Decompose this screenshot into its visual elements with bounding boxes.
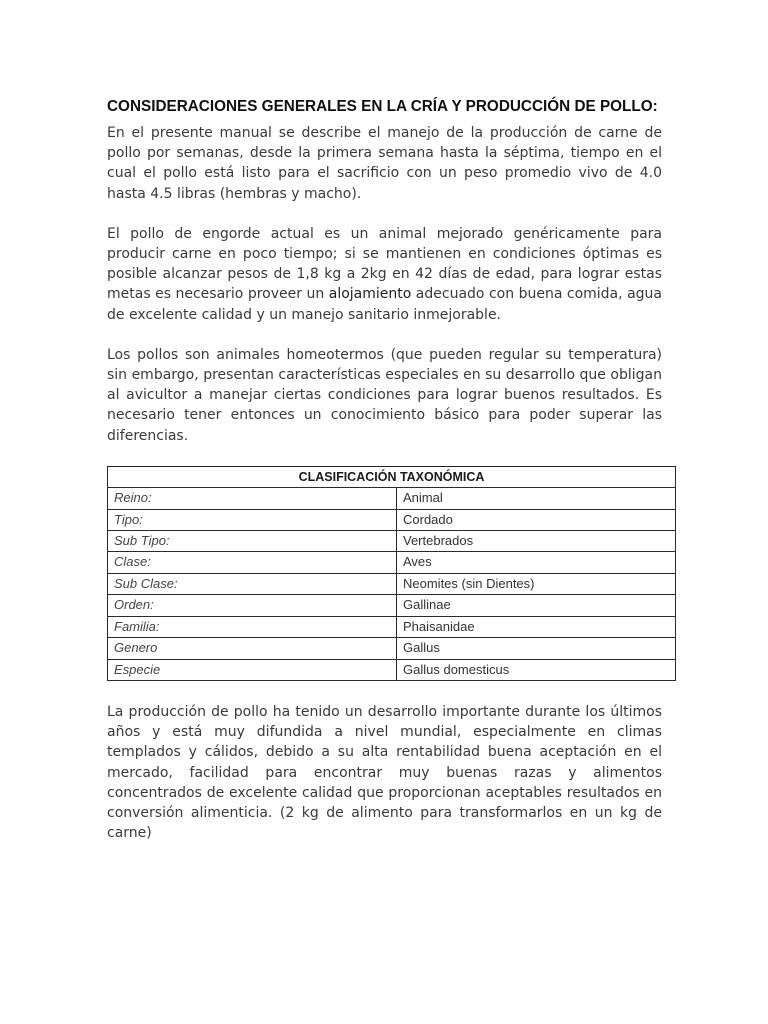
- taxonomy-label: Sub Tipo:: [108, 531, 397, 552]
- taxonomy-label: Sub Clase:: [108, 573, 397, 594]
- table-row: [108, 488, 676, 509]
- taxonomy-table: [107, 466, 676, 681]
- taxonomy-value: Gallus domesticus: [397, 659, 676, 680]
- paragraph-broiler-text-end: adecuado con buena comida, agua de excelente calidad y un manejo sanitario inmejorable.: [107, 286, 662, 323]
- taxonomy-label: Especie: [108, 659, 397, 680]
- taxonomy-value: Vertebrados: [397, 531, 676, 552]
- paragraph-homeotherms: Los pollos son animales homeotermos (que pueden regular su temperatura) sin embargo, presentan características especiales en su desarrollo que obligan al avicultor a manejar ciertas condiciones para lograr buenos resultados. Es necesario tener entonces un conocimiento básico para poder superar las diferencias.: [107, 346, 662, 444]
- table-row: [108, 616, 676, 637]
- highlighted-word: alojamiento: [328, 286, 412, 303]
- taxonomy-header-row: [108, 466, 676, 487]
- taxonomy-value: Animal: [397, 488, 676, 509]
- table-row: [108, 573, 676, 594]
- taxonomy-value: Phaisanidae: [397, 616, 676, 637]
- document-page: [107, 97, 662, 863]
- document-title: CONSIDERACIONES GENERALES EN LA CRÍA Y PRODUCCIÓN DE POLLO:: [107, 98, 658, 115]
- table-row: [108, 531, 676, 552]
- taxonomy-table-header: CLASIFICACIÓN TAXONÓMICA: [108, 466, 676, 487]
- table-row: [108, 509, 676, 530]
- table-row: [108, 552, 676, 573]
- taxonomy-label: Clase:: [108, 552, 397, 573]
- table-row: [108, 638, 676, 659]
- paragraph-production: La producción de pollo ha tenido un desarrollo importante durante los últimos años y está muy difundida a nivel mundial, especialmente en climas templados y cálidos, debido a su alta rentabilidad buena aceptación en el mercado, facilidad para encontrar muy buenas razas y alimentos concentrados de excelente calidad que proporcionan aceptables resultados en conversión alimenticia. (2 kg de alimento para transformarlos en un kg de carne): [107, 703, 662, 842]
- paragraph-intro: En el presente manual se describe el manejo de la producción de carne de pollo por semanas, desde la primera semana hasta la séptima, tiempo en el cual el pollo está listo para el sacrificio con un peso promedio vivo de 4.0 hasta 4.5 libras (hembras y macho).: [107, 125, 662, 202]
- taxonomy-value: Gallinae: [397, 595, 676, 616]
- table-row: [108, 595, 676, 616]
- taxonomy-value: Cordado: [397, 509, 676, 530]
- taxonomy-label: Familia:: [108, 616, 397, 637]
- taxonomy-value: Aves: [397, 552, 676, 573]
- taxonomy-label: Orden:: [108, 595, 397, 616]
- table-row: [108, 659, 676, 680]
- taxonomy-label: Tipo:: [108, 509, 397, 530]
- taxonomy-label: Reino:: [108, 488, 397, 509]
- taxonomy-label: Genero: [108, 638, 397, 659]
- paragraph-broiler-text-start: El pollo de engorde actual es un animal mejorado genéricamente para producir carne en poco tiempo; si se mantienen en condiciones óptimas es posible alcanzar pesos de 1,8 kg a 2kg en 42 días de edad, para lograr estas metas es necesario proveer un: [107, 225, 662, 303]
- paragraph-broiler: [107, 224, 662, 325]
- taxonomy-value: Gallus: [397, 638, 676, 659]
- taxonomy-value: Neomites (sin Dientes): [397, 573, 676, 594]
